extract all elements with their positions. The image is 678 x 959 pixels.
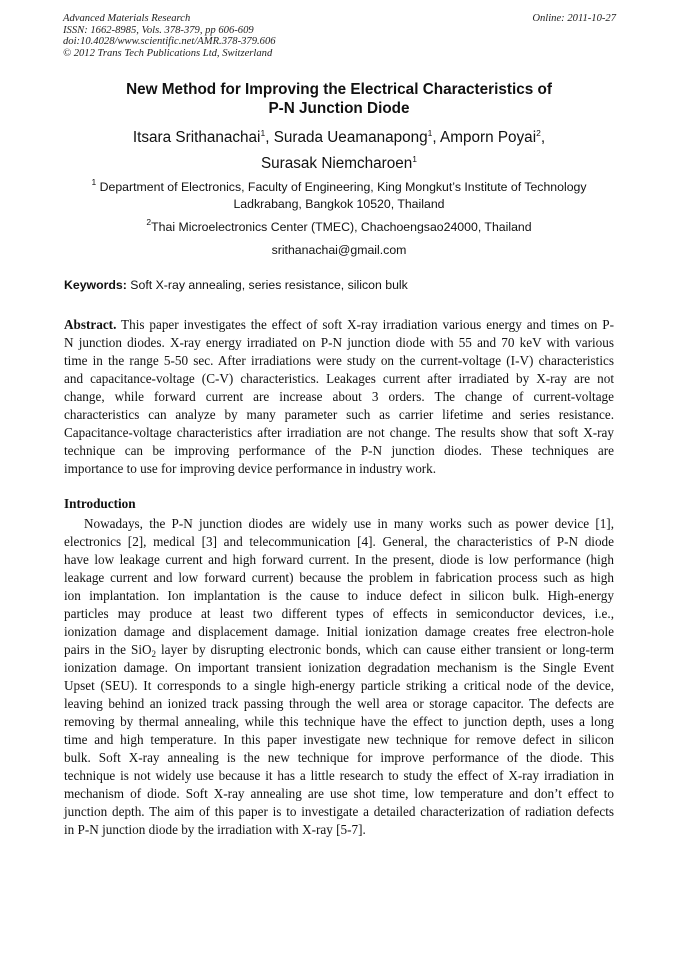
author-affiliation-mark: 1 [260, 128, 266, 138]
abstract-text: This paper investigates the effect of soft X-ray irradiation various energy and times on P- [116, 317, 614, 332]
journal-issn: ISSN: 1662-8985, Vols. 378-379, pp 606-609 [63, 24, 254, 36]
author-affiliation-mark: 1 [412, 154, 418, 164]
abstract-label: Abstract. [64, 317, 117, 332]
keywords [64, 277, 408, 294]
online-date: Online: 2011-10-27 [532, 13, 616, 24]
intro-line: Nowadays, the P-N junction diodes are widely use in many works such as power device [1], [84, 516, 614, 531]
author-separator: , [540, 129, 546, 146]
author-separator: , [265, 129, 274, 146]
intro-line: junction depth. The aim of this paper is to investigate a detailed characterization of radiation defects [64, 804, 614, 819]
intro-line: mechanism of diode. Soft X-ray annealing are use shot time, low temperature and don’t effect to [64, 786, 614, 801]
author-name: Amporn Poyai [440, 129, 537, 146]
intro-text: layer by disrupting electronic bonds, which can cause either transient or long-term [156, 642, 614, 657]
intro-line [64, 641, 614, 659]
author-name: Surada Ueamanapong [273, 129, 428, 146]
affiliation-text: Ladkrabang, Bangkok 10520, Thailand [233, 197, 445, 211]
intro-text: pairs in the SiO [64, 642, 152, 657]
journal-header [63, 13, 276, 59]
affiliation-mark: 2 [146, 217, 152, 227]
affiliation-2 [0, 219, 678, 236]
abstract-line: and capacitance-voltage (C-V) characteristics. Leakages current after irradiated by X-ray are not [64, 371, 614, 386]
intro-line: time and high temperature. In this paper investigate new technique for remove defect in silicon [64, 732, 614, 747]
abstract-line: change, while forward current are increase about 3 orders. The change of current-voltage [64, 389, 614, 404]
intro-line: leaving behind an ionized track passing through the well area or storage capacitor. The defects are [64, 696, 614, 711]
abstract-line: time in the range 5-50 sec. After irradiations were study on the current-voltage (I-V) characteristics [64, 353, 614, 368]
author-affiliation-mark: 1 [427, 128, 433, 138]
journal-name: Advanced Materials Research [63, 13, 191, 24]
intro-line: in P-N junction diode by the irradiation with X-ray [5-7]. [64, 822, 366, 837]
introduction-section [64, 495, 614, 839]
affiliation-mark: 1 [91, 177, 97, 187]
abstract-line: characteristics can analyze by many parameter such as carrier lifetime and series resistance. [64, 407, 614, 422]
abstract-line: Capacitance-voltage characteristics after irradiation are not change. The results show that soft X-ray [64, 425, 614, 440]
abstract-line: importance to use for improving device performance in industry work. [64, 461, 437, 476]
author-name: Itsara Srithanachai [132, 129, 261, 146]
abstract-line [64, 316, 614, 334]
journal-copyright: © 2012 Trans Tech Publications Ltd, Switzerland [63, 47, 273, 59]
affiliation-text: Department of Electronics, Faculty of Engineering, King Mongkut’s Institute of Technology [96, 180, 587, 194]
intro-line: ion implantation. Ion implantation is the cause to induce defect in silicon bulk. High-energy [64, 588, 614, 603]
keywords-text: Soft X-ray annealing, series resistance, silicon bulk [126, 278, 408, 292]
intro-line: technique is not widely use because it has a little research to study the effect of X-ray irradiation in [64, 768, 614, 783]
keywords-label: Keywords: [64, 278, 127, 292]
contact-email[interactable]: srithanachai@gmail.com [271, 243, 407, 257]
intro-line: ionization damage. On important transient ionization degradation mechanism is the Single Event [64, 660, 614, 675]
title-line-2: P-N Junction Diode [268, 100, 410, 117]
paper-title [0, 80, 678, 118]
intro-line: electronics [2], medical [3] and telecommunication [4]. General, the characteristics of P-N diode [64, 534, 614, 549]
author-affiliation-mark: 2 [536, 128, 541, 138]
affiliation-1 [0, 179, 678, 213]
intro-line: ionization damage and displacement damage. Initial ionization damage creates free electron-hole [64, 624, 614, 639]
intro-line: bulk. Soft X-ray annealing is the new technique for improve performance of the diode. This [64, 750, 614, 765]
title-line-1: New Method for Improving the Electrical Characteristics of [126, 81, 552, 98]
abstract-line: N junction diodes. X-ray energy irradiated on P-N junction diode with 55 and 70 keV with various [64, 335, 614, 350]
abstract-section [64, 316, 614, 478]
intro-line: have low leakage current and high forward current. In the present, diode is low performance (high [64, 552, 614, 567]
intro-line: particles may produce at least two different types of effects in semiconductor devices, i.e., [64, 606, 614, 621]
section-heading: Introduction [64, 496, 136, 511]
intro-line: removing by thermal annealing, while this technique have the effect to junction depth, uses a long [64, 714, 614, 729]
author-list [0, 125, 678, 177]
author-separator: , [432, 129, 441, 146]
author-name: Surasak Niemcharoen [260, 155, 413, 172]
intro-line: leakage current and low forward current) because the problem in fabrication process such as high [64, 570, 614, 585]
affiliation-text: Thai Microelectronics Center (TMEC), Chachoengsao24000, Thailand [151, 220, 532, 234]
journal-doi: doi:10.4028/www.scientific.net/AMR.378-379.606 [63, 36, 276, 48]
subscript: 2 [151, 649, 157, 659]
intro-line: Upset (SEU). It corresponds to a single high-energy particle striking a critical node of the device, [64, 678, 614, 693]
abstract-line: technique can be improving performance of the P-N junction diodes. These techniques are [64, 443, 614, 458]
